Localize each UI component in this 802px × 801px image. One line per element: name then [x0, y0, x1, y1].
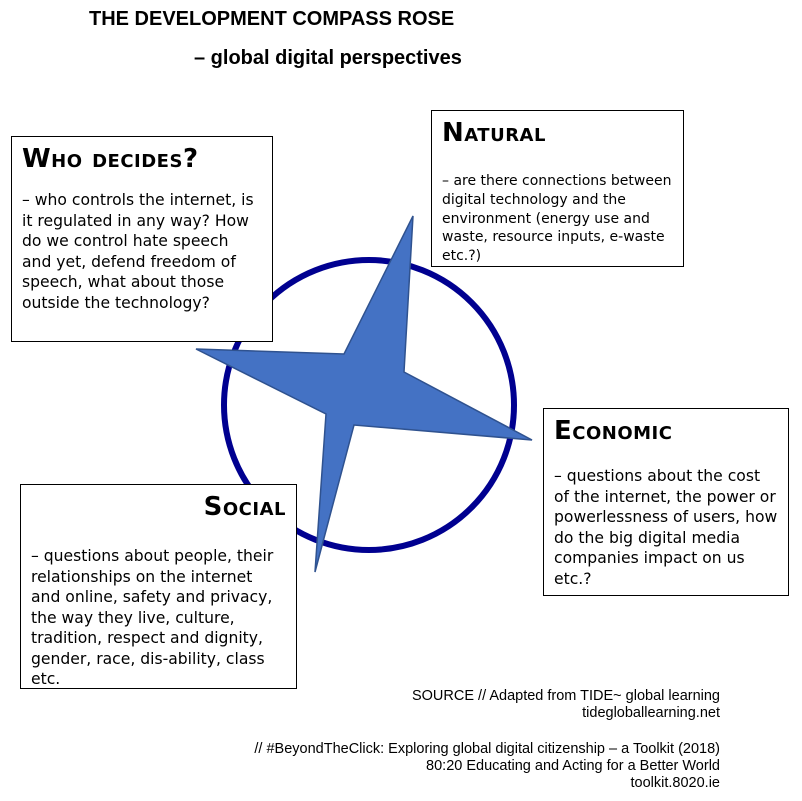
social-heading: Social	[203, 492, 286, 522]
source-line-1: SOURCE // Adapted from TIDE~ global learning	[411, 688, 720, 704]
title-line-1: THE DEVELOPMENT COMPASS ROSE	[89, 8, 455, 30]
social-text: – questions about people, their relationships on the internet and online, safety and privacy, the way they live, culture, tradition, respect and dignity, gender, race, dis-ability, class etc.	[31, 547, 274, 688]
social-box	[20, 484, 297, 689]
source-line-2: tidegloballearning.net	[582, 705, 720, 721]
title-line-2: – global digital perspectives	[194, 47, 462, 69]
economic-box	[543, 408, 789, 596]
natural-heading: Natural	[442, 118, 546, 148]
economic-text: – questions about the cost of the internet, the power or powerlessness of users, how do the big digital media companies impact on us etc.?	[554, 467, 778, 588]
natural-box	[431, 110, 684, 267]
natural-text: – are there connections between digital technology and the environment (energy use and waste, resource inputs, e-waste etc.?)	[442, 173, 672, 265]
source-line-3: // #BeyondTheClick: Exploring global digital citizenship – a Toolkit (2018)	[254, 741, 720, 757]
who-decides-heading: Who decides?	[22, 144, 199, 174]
who-decides-text: – who controls the internet, is it regulated in any way? How do we control hate speech and yet, defend freedom of speech, what about those outside the technology?	[22, 191, 254, 312]
economic-heading: Economic	[554, 416, 673, 446]
source-line-5: toolkit.8020.ie	[630, 775, 720, 791]
source-line-4: 80:20 Educating and Acting for a Better World	[426, 758, 720, 774]
who-decides-box	[11, 136, 273, 342]
